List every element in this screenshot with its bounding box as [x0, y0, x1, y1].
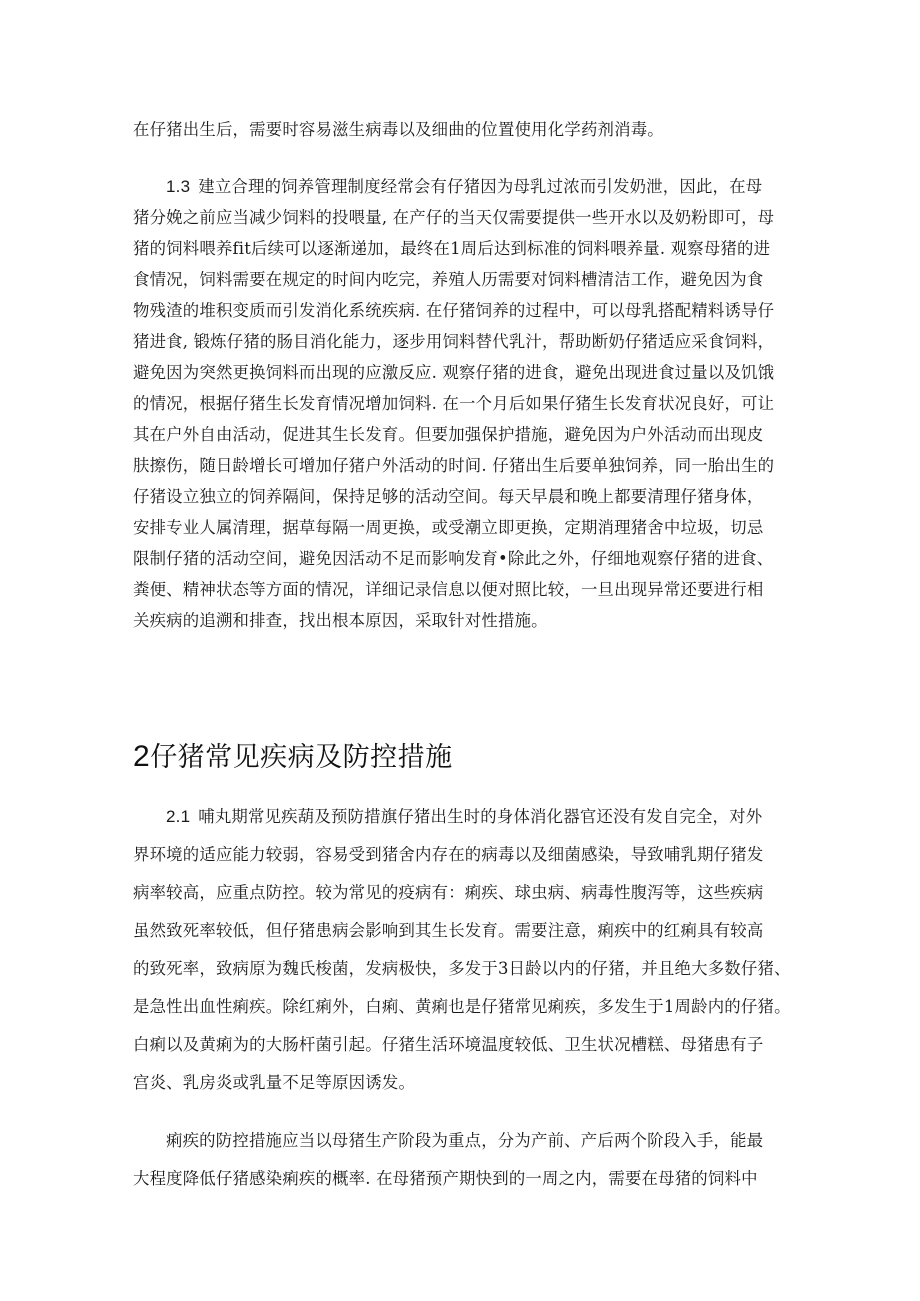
paragraph-line: 在仔猪出生后，需要时容易滋生病毒以及细曲的位置使用化学药剂消毒。 [133, 120, 664, 139]
paragraph-line: 食情况，饲料需要在规定的时间内吃完，养殖人历需要对饲料槽清洁工作，避免因为食 [133, 270, 764, 289]
section-1-3-first-line [166, 177, 762, 197]
section-2-1-text: 哺丸期常见疾葫及预防措旗仔猪出生时的身体消化器官还没有发自完全，对外 [198, 807, 763, 826]
paragraph-line: 关疾病的追溯和排查，找出根本原因，采取针对性措施。 [133, 611, 548, 630]
section-2-1-first-line [166, 807, 762, 827]
paragraph-line: 白痢以及黄痢为的大肠杆菌引起。仔猪生活环境温度较低、卫生状况槽糕、母猪患有子 [133, 1035, 764, 1054]
paragraph-line: 的致死率，致病原为魏氏梭菌，发病极快，多发于3日龄以内的仔猪，并且绝大多数仔猪、 [133, 959, 791, 978]
paragraph-line: 是急性出血性痢疾。除红痢外，白痢、黄痢也是仔猪常见痢疾，多发生于1周龄内的仔猪。 [133, 997, 791, 1016]
paragraph-line: 界环境的适应能力较弱，容易受到猪舍内存在的病毒以及细菌感染，导致哺乳期仔猪发 [133, 845, 764, 864]
paragraph-line: 避免因为突然更换饲料而出现的应激反应. 观察仔猪的进食，避免出现进食过量以及饥饿 [133, 363, 775, 382]
section-number: 2.1 [166, 807, 191, 826]
paragraph-line: 猪分娩之前应当减少饲料的投喂量, 在产仔的当天仅需要提供一些开水以及奶粉即可，母 [133, 208, 775, 227]
paragraph-line: 粪便、精神状态等方面的情况，详细记录信息以便对照比较，一旦出现异常还要进行相 [133, 580, 764, 599]
paragraph-line: 猪的饲料喂养fit后续可以逐渐递加，最终在1周后达到标准的饲料喂养量. 观察母猪的进 [133, 239, 771, 258]
paragraph-line: 安排专业人属清理，据草每隔一周更换，或受潮立即更换，定期消理猪舍中垃圾，切忌 [133, 518, 764, 537]
paragraph-line: 肤擦伤，随日龄增长可增加仔猪户外活动的时间. 仔猪出生后要单独饲养，同一胎出生的 [133, 456, 775, 475]
paragraph-line: 猪进食, 锻炼仔猪的肠目消化能力，逐步用饲料替代乳汁，帮助断奶仔猪适应采食饲料， [133, 332, 775, 351]
paragraph-first-line: 痢疾的防控措施应当以母猪生产阶段为重点，分为产前、产后两个阶段入手，能最 [166, 1131, 764, 1150]
paragraph-line: 的情况，根据仔猪生长发育情况增加饲料. 在一个月后如果仔猪生长发育状况良好，可让 [133, 394, 775, 413]
paragraph-line: 物残渣的堆积变质而引发消化系统疾病. 在仔猪饲养的过程中，可以母乳搭配精料诱导仔 [133, 301, 775, 320]
paragraph-line: 其在户外自由活动，促进其生长发育。但要加强保护措施，避免因为户外活动而出现皮 [133, 425, 764, 444]
paragraph-line: 限制仔猪的活动空间，避免因活动不足而影响发育•除此之外，仔细地观察仔猪的进食、 [133, 549, 774, 568]
section-number: 1.3 [166, 177, 191, 196]
paragraph-line: 虽然致死率较低，但仔猪患病会影响到其生长发育。需要注意，痢疾中的红痢具有较高 [133, 921, 764, 940]
heading-number: 2 [133, 740, 151, 773]
paragraph-line: 大程度降低仔猪感染痢疾的概率. 在母猪预产期快到的一周之内，需要在母猪的饲料中 [133, 1169, 758, 1188]
paragraph-line: 仔猪设立独立的饲养隔间，保持足够的活动空间。每天早晨和晚上都要清理仔猪身体， [133, 487, 764, 506]
section-1-3-text: 建立合理的饲养管理制度经常会有仔猪因为母乳过浓而引发奶泄，因此，在母 [198, 177, 763, 196]
paragraph-line: 病率较高，应重点防控。较为常见的疫病有：痢疾、球虫病、病毒性腹泻等，这些疾病 [133, 883, 764, 902]
heading-title: 仔猪常见疾病及防控措施 [150, 742, 453, 773]
section-heading [133, 740, 453, 775]
paragraph-line: 宫炎、乳房炎或乳量不足等原因诱发。 [133, 1073, 416, 1092]
